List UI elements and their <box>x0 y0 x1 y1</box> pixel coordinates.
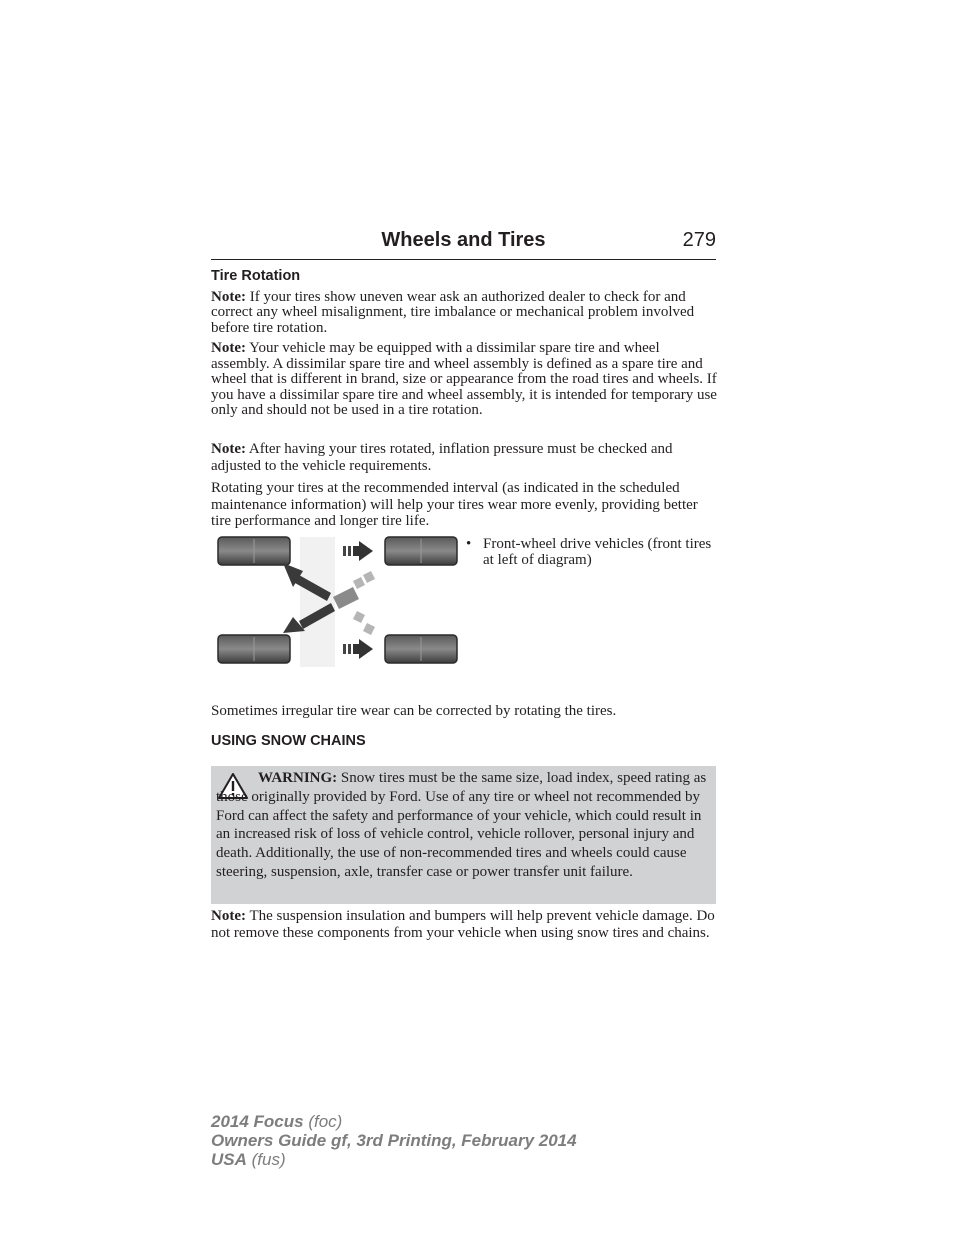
diagram-background-strip <box>300 537 335 667</box>
figure-caption-text: Front-wheel drive vehicles (front tires at left of diagram) <box>483 536 712 568</box>
footer-model-code: (foc) <box>303 1112 343 1131</box>
note-label: Note: <box>211 340 246 356</box>
tire-icon <box>218 635 290 663</box>
arrow-right-icon <box>343 639 373 659</box>
note-text: If your tires show uneven wear ask an authorized dealer to check for and correct any wheel misalignment, tire imbalance or mechanical problem involved before tire rotation. <box>211 289 695 336</box>
note-text: Your vehicle may be equipped with a dissimilar spare tire and wheel assembly. A dissimilar spare tire and wheel assembly is defined as a spare tire and wheel that is different in brand, size or appearance from the road tires and wheels. If you have a dissimilar spare tire and wheel assembly, it is intended for temporary use only and should not be used in a tire rotation. <box>211 340 717 419</box>
arrow-diagonal-dashed-icon <box>333 571 375 609</box>
note-text: After having your tires rotated, inflation pressure must be checked and adjusted to the vehicle requirements. <box>211 441 673 474</box>
footer-market-code: (fus) <box>246 1150 286 1169</box>
warning-box <box>211 766 716 904</box>
warning-body: Snow tires must be the same size, load index, speed rating as those originally provided by Ford. Use of any tire or wheel not recommended by Ford can affect the safety and performance of your vehicle, which could result in an increased risk of loss of vehicle control, vehicle rollover, personal injury and death. Additionally, the use of non-recommended tires and wheels could cause steering, suspension, axle, transfer case or power transfer unit failure. <box>216 770 707 880</box>
tire-rotation-diagram <box>213 535 463 670</box>
footer-line-3 <box>211 1150 577 1169</box>
tire-icon <box>385 635 457 663</box>
tire-icon <box>385 537 457 565</box>
page-number: 279 <box>682 229 716 251</box>
warning-label: WARNING: <box>258 770 338 786</box>
footer-model: 2014 Focus <box>211 1112 304 1131</box>
note-paragraph <box>211 341 717 419</box>
section-heading-snow-chains: USING SNOW CHAINS <box>211 733 366 749</box>
note-label: Note: <box>211 908 246 924</box>
footer-line-2 <box>211 1131 577 1150</box>
note-label: Note: <box>211 441 246 457</box>
warning-text <box>216 769 713 882</box>
arrow-diagonal-dashed-icon <box>353 611 375 635</box>
bullet-glyph: • <box>466 536 472 552</box>
footer-guide-info: Owners Guide gf, 3rd Printing, February 2014 <box>211 1131 577 1150</box>
irregular-wear-paragraph: Sometimes irregular tire wear can be corrected by rotating the tires. <box>211 703 617 719</box>
note-text: The suspension insulation and bumpers will help prevent vehicle damage. Do not remove these components from your vehicle when using snow tires and chains. <box>211 908 715 941</box>
page-header <box>211 229 716 260</box>
note-paragraph <box>211 290 717 336</box>
note-paragraph <box>211 441 717 474</box>
note-label: Note: <box>211 289 246 305</box>
tire-icon <box>218 537 290 565</box>
footer-line-1 <box>211 1112 577 1131</box>
page-title: Wheels and Tires <box>381 229 546 251</box>
section-heading-tire-rotation: Tire Rotation <box>211 268 301 284</box>
document-footer <box>211 1112 577 1169</box>
footer-market: USA <box>211 1150 247 1169</box>
final-note-paragraph <box>211 908 717 941</box>
arrow-right-icon <box>343 541 373 561</box>
rotation-paragraph: Rotating your tires at the recommended interval (as indicated in the scheduled maintenance information) will help your tires wear more evenly, providing better tire performance and longer tire life. <box>211 480 698 529</box>
